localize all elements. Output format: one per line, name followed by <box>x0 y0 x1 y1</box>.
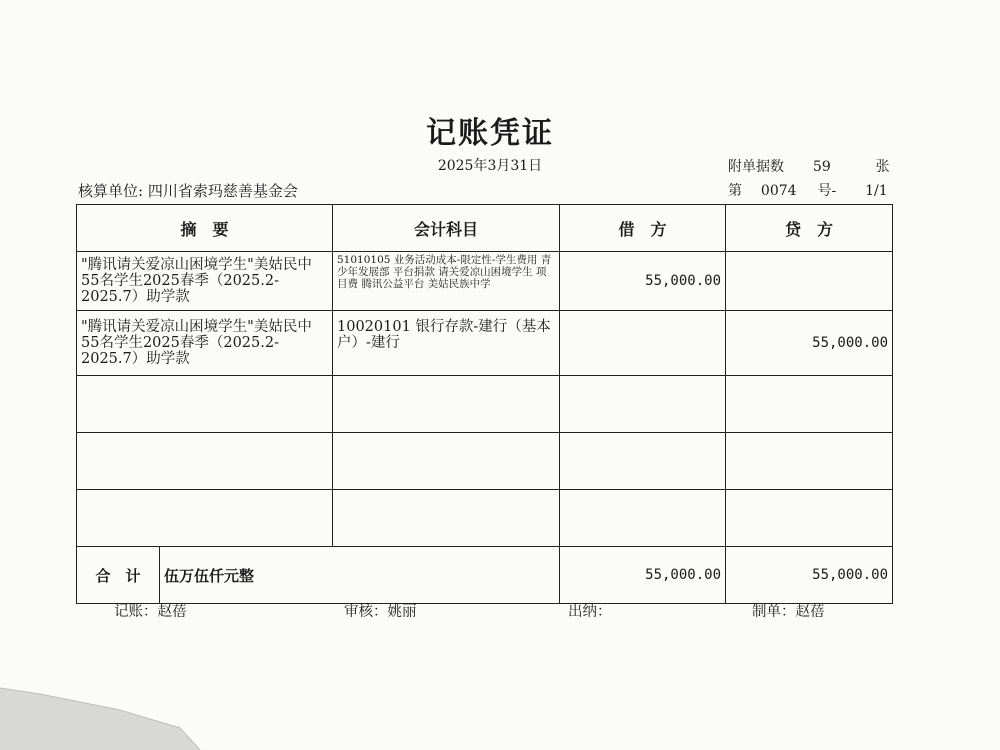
empty-row <box>77 490 893 547</box>
voucher-number <box>728 180 888 200</box>
entry-credit <box>726 252 893 311</box>
total-in-words: 伍万伍仟元整 <box>160 547 560 604</box>
empty-row <box>77 376 893 433</box>
header-credit: 贷 方 <box>726 205 893 252</box>
total-credit: 55,000.00 <box>726 547 893 604</box>
header-debit: 借 方 <box>560 205 726 252</box>
entry-debit <box>560 311 726 376</box>
accounting-unit-label: 核算单位: <box>78 182 144 200</box>
table-row <box>77 252 893 311</box>
voucher-title: 记账凭证 <box>426 116 554 151</box>
entry-summary: "腾讯请关爱凉山困境学生"美姑民中55名学生2025春季（2025.2-2025.7）助学款 <box>77 311 333 376</box>
torn-edge-decoration <box>0 680 1000 750</box>
reviewer-signature: 审核：姚丽 <box>344 604 417 620</box>
voucher-number-prefix: 第 <box>728 183 742 199</box>
entry-debit: 55,000.00 <box>560 252 726 311</box>
voucher-date: 2025年3月31日 <box>437 158 543 174</box>
total-debit: 55,000.00 <box>560 547 726 604</box>
preparer-signature: 制单：赵蓓 <box>752 604 825 620</box>
entry-account: 10020101 银行存款-建行（基本户）-建行 <box>333 311 560 376</box>
entry-summary: "腾讯请关爱凉山困境学生"美姑民中55名学生2025春季（2025.2-2025.7）助学款 <box>77 252 333 311</box>
entry-account: 51010105 业务活动成本-限定性-学生费用 青少年发展部 平台捐款 请关爱凉山困境学生 项目费 腾讯公益平台 美姑民族中学 <box>333 252 560 311</box>
table-header-row <box>77 205 893 252</box>
attachment-unit: 张 <box>875 159 890 175</box>
entry-credit: 55,000.00 <box>726 311 893 376</box>
total-label: 合 计 <box>77 547 160 604</box>
header-summary: 摘 要 <box>77 205 333 252</box>
total-row <box>77 547 893 604</box>
bookkeeper-signature: 记账：赵蓓 <box>114 604 187 620</box>
table-row <box>77 311 893 376</box>
attachment-number: 59 <box>812 159 831 175</box>
empty-row <box>77 433 893 490</box>
voucher-page: 1/1 <box>865 183 888 199</box>
accounting-unit <box>78 180 298 201</box>
voucher-number-suffix: 号- <box>817 183 837 199</box>
header-account: 会计科目 <box>333 205 560 252</box>
ledger-table <box>76 204 893 604</box>
attachment-count <box>728 156 890 176</box>
attachment-label: 附单据数 <box>728 159 784 175</box>
cashier-signature: 出纳： <box>568 604 612 620</box>
accounting-unit-name: 四川省索玛慈善基金会 <box>147 182 298 200</box>
voucher-number-value: 0074 <box>760 183 797 199</box>
